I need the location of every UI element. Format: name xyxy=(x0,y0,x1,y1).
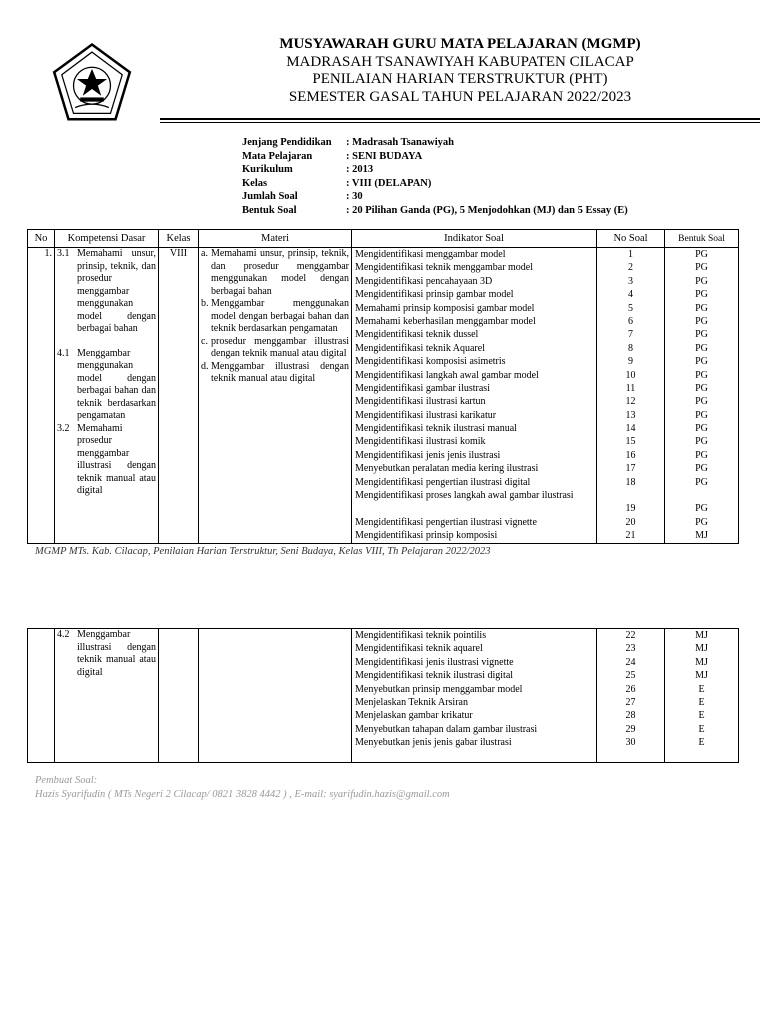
indikator-item: Menyebutkan peralatan media kering ilustrasi xyxy=(355,463,539,475)
info-label: Mata Pelajaran xyxy=(242,150,313,162)
indikator-item: Mengidentifikasi teknik Aquarel xyxy=(355,342,485,354)
no-soal-value: 9 xyxy=(628,356,633,368)
no-soal-value: 2 xyxy=(628,262,633,274)
bentuk-soal-value: PG xyxy=(695,369,708,381)
info-row xyxy=(242,204,628,218)
indikator-item: Mengidentifikasi prinsip komposisi xyxy=(355,530,498,542)
materi-text: prosedur menggambar illustrasi dengan teknik manual atau digital xyxy=(211,335,349,359)
bentuk-soal-value: PG xyxy=(695,423,708,435)
kd-number: 4.2 xyxy=(57,629,70,640)
indikator-item: Mengidentifikasi teknik dussel xyxy=(355,329,479,341)
kelas-cell xyxy=(159,629,199,763)
bentuk-soal-value: PG xyxy=(695,503,708,515)
no-soal-value: 18 xyxy=(625,476,636,488)
info-value: : 2013 xyxy=(346,164,374,176)
indikator-item: Mengidentifikasi langkah awal gambar model xyxy=(355,369,539,381)
author-label: Pembuat Soal: xyxy=(35,775,98,786)
no-soal-value: 21 xyxy=(625,530,636,542)
materi-cell xyxy=(199,248,352,544)
no-soal-cell xyxy=(597,629,665,763)
no-soal-value: 3 xyxy=(628,275,633,287)
indikator-item: Menyebutkan prinsip menggambar model xyxy=(355,683,523,695)
kd-item xyxy=(57,629,156,679)
kd-item xyxy=(57,248,156,336)
bentuk-soal-value: PG xyxy=(695,329,708,341)
info-value: : VIII (DELAPAN) xyxy=(346,177,432,189)
bentuk-soal-value: E xyxy=(698,723,705,735)
indikator-item: Mengidentifikasi teknik ilustrasi digital xyxy=(355,670,514,682)
no-soal-value: 11 xyxy=(625,382,636,394)
bentuk-soal-value: MJ xyxy=(695,643,708,655)
no-soal-value: 4 xyxy=(628,289,633,301)
no-soal-value: 20 xyxy=(625,516,636,528)
info-label: Jumlah Soal xyxy=(242,191,298,203)
materi-item xyxy=(201,361,349,386)
bentuk-soal-value: MJ xyxy=(695,530,708,542)
col-header-materi: Materi xyxy=(199,230,352,248)
bentuk-soal-value: E xyxy=(698,696,705,708)
materi-letter: c. xyxy=(201,335,208,347)
no-soal-value: 24 xyxy=(625,656,636,668)
bentuk-soal-value: PG xyxy=(695,249,708,260)
materi-item xyxy=(201,248,349,298)
kd-text: Menggambar menggunakan model dengan berbagai bahan dan teknik berdasarkan pengamatan xyxy=(77,347,156,421)
kd-text: Memahami unsur, prinsip, teknik, dan prosedur menggambar menggunakan model dengan berbagai bahan xyxy=(77,248,156,334)
col-header-no: No xyxy=(28,230,55,248)
materi-text: Memahami unsur, prinsip, teknik, dan prosedur menggambar menggunakan model dengan berbagai bahan xyxy=(211,248,349,297)
semester-title: SEMESTER GASAL TAHUN PELAJARAN 2022/2023 xyxy=(288,89,632,105)
indikator-item: Mengidentifikasi ilustrasi kartun xyxy=(355,396,486,408)
bentuk-soal-value: PG xyxy=(695,275,708,287)
indikator-item: Mengidentifikasi teknik aquarel xyxy=(355,643,483,655)
bentuk-soal-value: PG xyxy=(695,356,708,368)
col-header-kd: Kompetensi Dasar xyxy=(55,230,159,248)
kd-text: Menggambar illustrasi dengan teknik manual atau digital xyxy=(77,629,156,678)
bentuk-soal-value: PG xyxy=(695,396,708,408)
info-label: Jenjang Pendidikan xyxy=(242,137,332,148)
school-title: MADRASAH TSANAWIYAH KABUPATEN CILACAP xyxy=(286,54,634,70)
indikator-item: Mengidentifikasi pengertian ilustrasi digital xyxy=(355,476,531,488)
col-header-kelas: Kelas xyxy=(159,230,199,248)
no-soal-value: 22 xyxy=(625,630,636,641)
info-value: : 30 xyxy=(346,191,363,203)
col-header-no-soal: No Soal xyxy=(597,230,665,248)
indikator-item: Mengidentifikasi prinsip gambar model xyxy=(355,289,514,301)
no-soal-value: 23 xyxy=(625,643,636,655)
bentuk-soal-value: MJ xyxy=(695,670,708,682)
materi-letter: b. xyxy=(201,298,209,309)
question-grid-table xyxy=(27,229,739,544)
table-row xyxy=(28,248,739,544)
no-soal-value: 10 xyxy=(625,369,636,381)
info-value: : Madrasah Tsanawiyah xyxy=(346,137,454,148)
bentuk-soal-cell xyxy=(665,248,739,544)
kd-number: 3.2 xyxy=(57,422,70,434)
bentuk-soal-value: PG xyxy=(695,449,708,461)
no-soal-value: 17 xyxy=(625,463,636,475)
bentuk-soal-value: PG xyxy=(695,463,708,475)
bentuk-soal-value: E xyxy=(698,683,705,695)
row-number xyxy=(28,629,55,763)
table-row xyxy=(28,629,739,763)
no-soal-value: 15 xyxy=(625,436,636,448)
bentuk-soal-cell xyxy=(665,629,739,763)
no-soal-value: 6 xyxy=(628,315,633,327)
info-row xyxy=(242,136,628,150)
question-grid-table-continued xyxy=(27,628,739,763)
indikator-item: Menyebutkan jenis jenis gabar ilustrasi xyxy=(355,737,512,749)
no-soal-value: 7 xyxy=(628,329,633,341)
no-soal-value: 19 xyxy=(625,503,636,515)
materi-text: Menggambar illustrasi dengan teknik manual atau digital xyxy=(211,360,349,384)
org-title: MUSYAWARAH GURU MATA PELAJARAN (MGMP) xyxy=(279,36,641,52)
header-rule-thin xyxy=(160,122,760,123)
bentuk-soal-value: E xyxy=(698,710,705,722)
bentuk-soal-value: PG xyxy=(695,315,708,327)
kelas-cell: VIII xyxy=(159,248,199,544)
no-soal-value: 26 xyxy=(625,683,636,695)
info-row xyxy=(242,150,628,164)
info-label: Bentuk Soal xyxy=(242,204,297,216)
no-soal-value: 14 xyxy=(625,423,636,435)
no-soal-value: 12 xyxy=(625,396,636,408)
indikator-item: Menjelaskan gambar krikatur xyxy=(355,710,473,722)
indikator-item: Mengidentifikasi teknik pointilis xyxy=(355,630,487,641)
info-row xyxy=(242,190,628,204)
no-soal-value: 25 xyxy=(625,670,636,682)
no-soal-value: 5 xyxy=(628,302,633,314)
indikator-item: Mengidentifikasi gambar ilustrasi xyxy=(355,382,490,394)
materi-item xyxy=(201,298,349,336)
no-soal-value: 28 xyxy=(625,710,636,722)
no-soal-value: 8 xyxy=(628,342,633,354)
indikator-item: Menyebutkan tahapan dalam gambar ilustrasi xyxy=(355,723,538,735)
indikator-item: Mengidentifikasi proses langkah awal gambar ilustrasi xyxy=(355,490,574,502)
indikator-item: Mengidentifikasi menggambar model xyxy=(355,249,506,260)
kd-cell xyxy=(55,629,159,763)
indikator-item: Memahami prinsip komposisi gambar model xyxy=(355,302,535,314)
indikator-item: Mengidentifikasi jenis jenis ilustrasi xyxy=(355,449,501,461)
indikator-item: Mengidentifikasi jenis ilustrasi vignette xyxy=(355,656,514,668)
no-soal-value: 30 xyxy=(625,737,636,749)
author-contact: Hazis Syarifudin ( MTs Negeri 2 Cilacap/ 0821 3828 4442 ) , E-mail: syarifudin.hazis@gmail.com xyxy=(35,789,450,800)
bentuk-soal-value: MJ xyxy=(695,656,708,668)
kd-item xyxy=(57,423,156,498)
no-soal-value: 27 xyxy=(625,696,636,708)
materi-item xyxy=(201,336,349,361)
indikator-item: Menjelaskan Teknik Arsiran xyxy=(355,696,468,708)
no-soal-value: 1 xyxy=(628,249,633,260)
indikator-item: Mengidentifikasi pencahayaan 3D xyxy=(355,275,493,287)
bentuk-soal-value: MJ xyxy=(695,630,708,641)
bentuk-soal-value: PG xyxy=(695,436,708,448)
info-value: : SENI BUDAYA xyxy=(346,150,423,162)
indikator-cell xyxy=(352,248,597,544)
kd-number: 4.1 xyxy=(57,347,70,359)
materi-cell xyxy=(199,629,352,763)
madrasah-crest-icon xyxy=(50,42,134,126)
kd-item xyxy=(57,348,156,423)
info-row xyxy=(242,163,628,177)
col-header-indikator: Indikator Soal xyxy=(352,230,597,248)
bentuk-soal-value: PG xyxy=(695,342,708,354)
indikator-item: Mengidentifikasi ilustrasi komik xyxy=(355,436,486,448)
materi-text: Menggambar menggunakan model dengan berbagai bahan dan teknik berdasarkan pengamatan xyxy=(211,298,349,334)
bentuk-soal-value: PG xyxy=(695,302,708,314)
no-soal-value: 13 xyxy=(625,409,636,421)
bentuk-soal-value: PG xyxy=(695,262,708,274)
row-number: 1. xyxy=(28,248,55,544)
indikator-item: Mengidentifikasi pengertian ilustrasi vignette xyxy=(355,516,537,528)
indikator-item: Mengidentifikasi komposisi asimetris xyxy=(355,356,506,368)
info-row xyxy=(242,177,628,191)
indikator-item: Mengidentifikasi teknik ilustrasi manual xyxy=(355,423,517,435)
exam-title: PENILAIAN HARIAN TERSTRUKTUR (PHT) xyxy=(312,71,608,87)
bentuk-soal-value: PG xyxy=(695,382,708,394)
no-soal-value: 16 xyxy=(625,449,636,461)
bentuk-soal-value: E xyxy=(698,737,705,749)
info-value: : 20 Pilihan Ganda (PG), 5 Menjodohkan (MJ) dan 5 Essay (E) xyxy=(346,204,628,216)
col-header-bentuk: Bentuk Soal xyxy=(665,230,739,248)
materi-letter: a. xyxy=(201,248,208,259)
bentuk-soal-value: PG xyxy=(695,516,708,528)
footer-note: MGMP MTs. Kab. Cilacap, Penilaian Harian Terstruktur, Seni Budaya, Kelas VIII, Th Pelajaran 2022/2023 xyxy=(35,546,491,557)
exam-info xyxy=(242,136,628,218)
kd-cell xyxy=(55,248,159,544)
bentuk-soal-value: PG xyxy=(695,409,708,421)
header-rule-thick xyxy=(160,118,760,120)
info-label: Kurikulum xyxy=(242,164,293,176)
kd-number: 3.1 xyxy=(57,248,70,259)
info-label: Kelas xyxy=(242,177,268,189)
indikator-cell xyxy=(352,629,597,763)
no-soal-cell xyxy=(597,248,665,544)
indikator-item: Memahami keberhasilan menggambar model xyxy=(355,315,536,327)
materi-letter: d. xyxy=(201,360,209,372)
kd-text: Memahami prosedur menggambar illustrasi dengan teknik manual atau digital xyxy=(77,422,156,496)
no-soal-value: 29 xyxy=(625,723,636,735)
bentuk-soal-value: PG xyxy=(695,476,708,488)
indikator-item: Mengidentifikasi teknik menggambar model xyxy=(355,262,534,274)
indikator-item: Mengidentifikasi ilustrasi karikatur xyxy=(355,409,497,421)
table-header-row xyxy=(28,230,739,248)
bentuk-soal-value: PG xyxy=(695,289,708,301)
